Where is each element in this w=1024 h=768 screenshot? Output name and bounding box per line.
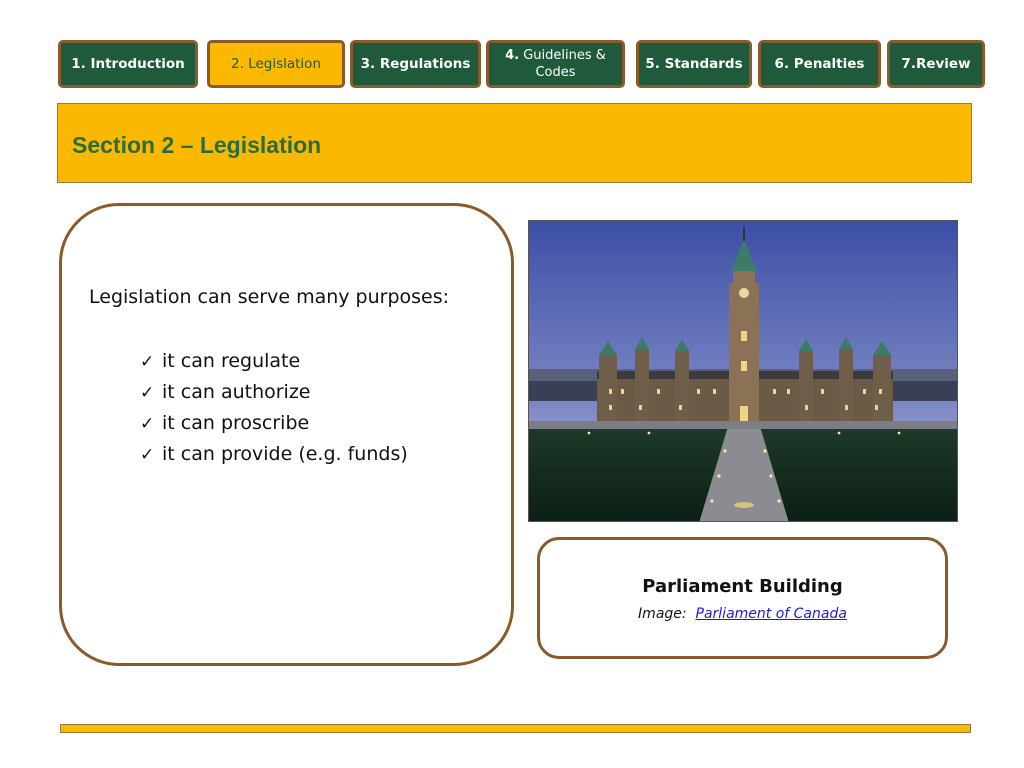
tab-label: 5. Standards (645, 55, 743, 72)
purpose-list (140, 346, 408, 470)
caption-source (540, 606, 945, 622)
tab-legislation[interactable] (207, 40, 345, 88)
section-title: Section 2 – Legislation (72, 132, 322, 158)
list-item-text: it can proscribe (162, 412, 310, 434)
caption-card (537, 537, 948, 659)
checkmark-icon: ✓ (140, 383, 155, 403)
tab-label: 3. Regulations (360, 55, 471, 72)
tab-label (505, 47, 606, 81)
checkmark-icon: ✓ (140, 445, 155, 465)
footer-bar (60, 724, 971, 733)
tab-introduction[interactable] (58, 40, 198, 88)
tab-label: 7.Review (901, 55, 971, 72)
parliament-of-canada-link[interactable]: Parliament of Canada (695, 606, 847, 622)
tab-label-line1: Guidelines & (523, 48, 606, 63)
checkmark-icon: ✓ (140, 414, 155, 434)
list-item (140, 439, 408, 470)
tab-guidelines-codes[interactable] (486, 40, 625, 88)
caption-title: Parliament Building (642, 576, 843, 597)
checkmark-icon: ✓ (140, 352, 155, 372)
list-item-text: it can provide (e.g. funds) (162, 443, 408, 465)
tab-label: 2. Legislation (231, 55, 321, 72)
tab-review[interactable] (887, 40, 985, 88)
caption-source-prefix: Image: (638, 606, 687, 622)
list-item (140, 377, 408, 408)
tab-standards[interactable] (636, 40, 752, 88)
list-item-text: it can authorize (162, 381, 311, 403)
list-item (140, 408, 408, 439)
tab-number: 4. (505, 48, 520, 63)
parliament-image (528, 220, 958, 522)
section-banner (57, 103, 972, 183)
tab-regulations[interactable] (350, 40, 481, 88)
tab-label: 1. Introduction (71, 55, 185, 72)
tab-label: 6. Penalties (774, 55, 865, 72)
content-card (59, 203, 514, 666)
tab-penalties[interactable] (758, 40, 881, 88)
tab-label-line2: Codes (535, 65, 576, 80)
list-item-text: it can regulate (162, 350, 301, 372)
intro-text: Legislation can serve many purposes: (89, 286, 450, 308)
list-item (140, 346, 408, 377)
